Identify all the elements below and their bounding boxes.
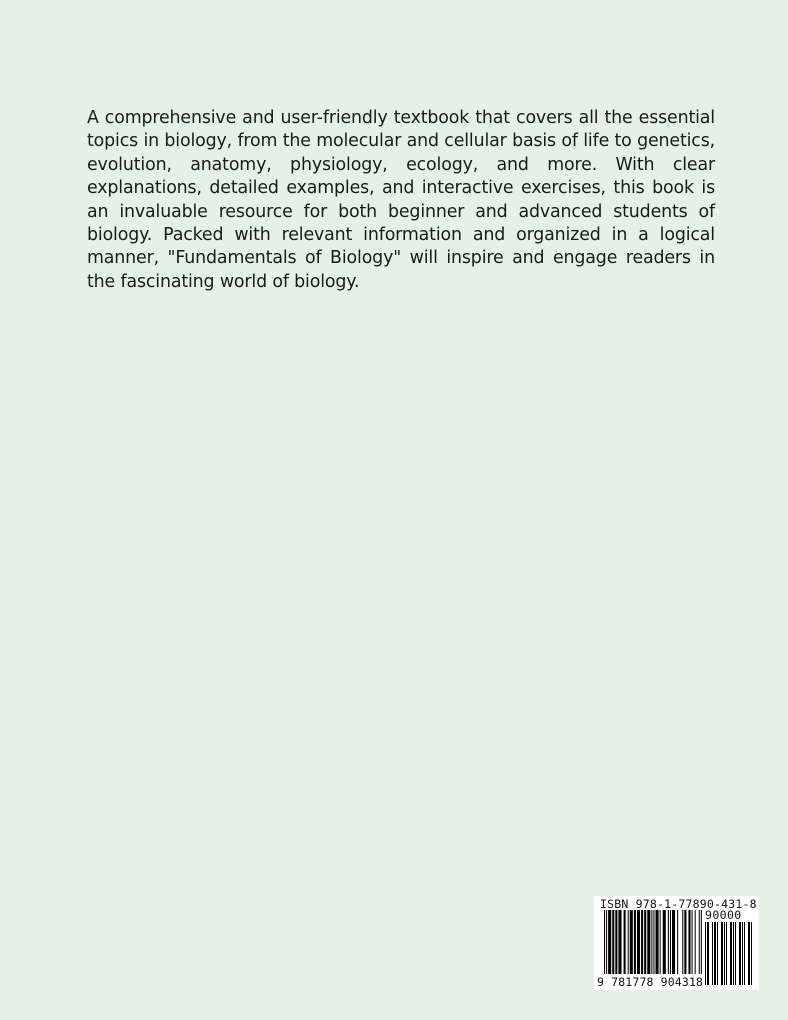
- barcode-bar: [670, 910, 671, 974]
- barcode-bar: [604, 910, 605, 974]
- barcode-bar: [656, 910, 659, 974]
- book-description: A comprehensive and user-friendly textbook that covers all the essential topics in biology, from the molecular and cellular basis of life to genetics, evolution, anatomy, physiology, ecology, and more. With clear explanations, detailed examples, and interactive exercises, this book is an invaluable resource for both beginner and advanced students of biology. Packed with relevant information and organized in a logical manner, "Fundamentals of Biology" will inspire and engage readers in the fascinating world of biology.: [87, 108, 715, 292]
- barcode-bar: [608, 910, 611, 974]
- barcode-bar: [744, 922, 745, 985]
- barcode-bar: [730, 922, 732, 985]
- barcode-bar: [668, 910, 669, 974]
- barcode-bar: [688, 910, 690, 974]
- barcode-bar: [615, 910, 617, 974]
- barcode-bar: [726, 922, 727, 985]
- barcode-bar: [647, 910, 650, 974]
- barcode-bar: [735, 922, 736, 985]
- barcode-bar: [644, 910, 646, 974]
- barcode-addon-digits: 90000: [705, 908, 742, 922]
- barcode-bar: [742, 922, 743, 985]
- barcode-digits: 9 781778 904318: [597, 975, 704, 989]
- barcode-bar: [733, 922, 734, 985]
- barcode-bar: [663, 910, 666, 974]
- barcode-bar: [660, 910, 661, 974]
- barcode-bar: [682, 910, 683, 974]
- barcode-bar: [695, 910, 696, 974]
- barcode-bar: [612, 910, 614, 974]
- barcode-bar: [653, 910, 654, 974]
- barcode-bar: [606, 910, 607, 974]
- barcode-bar: [628, 910, 629, 974]
- barcode-bar: [699, 910, 700, 974]
- barcode-bar: [717, 922, 718, 985]
- barcode-bar: [712, 922, 713, 985]
- barcode-bar: [672, 910, 675, 974]
- barcode-bar: [684, 910, 686, 974]
- isbn-barcode: [594, 896, 759, 990]
- barcode-bar: [637, 910, 640, 974]
- barcode-bar: [751, 922, 752, 985]
- barcode-bar: [705, 922, 706, 985]
- barcode-bar: [641, 910, 643, 974]
- barcode-bar: [651, 910, 652, 974]
- barcode-bar: [624, 910, 626, 974]
- barcode-bar: [634, 910, 636, 974]
- barcode-bar: [707, 922, 709, 985]
- barcode-bar: [692, 910, 693, 974]
- barcode-bar: [721, 922, 723, 985]
- barcode-bar: [701, 910, 702, 974]
- barcode-bar: [739, 922, 741, 985]
- barcode-bar: [714, 922, 716, 985]
- barcode-bar: [630, 910, 633, 974]
- isbn-label: ISBN 978-1-77890-431-8: [600, 897, 757, 911]
- barcode-bar: [677, 910, 678, 974]
- barcode-bar: [618, 910, 621, 974]
- barcode-bar: [748, 922, 750, 985]
- barcode-bar: [724, 922, 725, 985]
